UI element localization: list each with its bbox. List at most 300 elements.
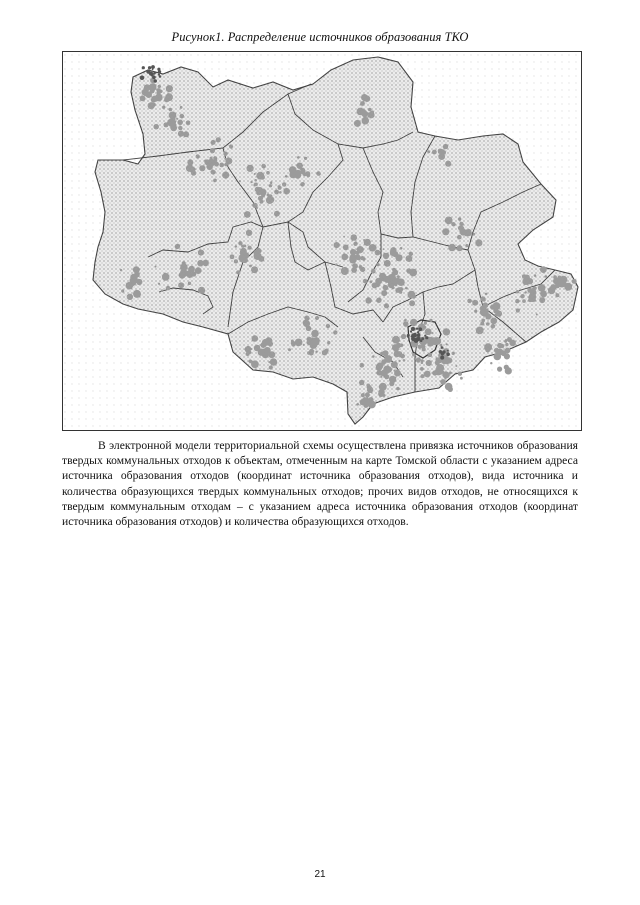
waste-source-mark: [378, 391, 384, 397]
waste-source-mark: [397, 287, 403, 293]
waste-source-mark: [304, 157, 307, 160]
waste-source-mark: [421, 361, 424, 364]
waste-source-mark: [176, 118, 178, 120]
waste-source-mark: [381, 290, 387, 296]
waste-source-mark: [490, 318, 497, 325]
waste-source-mark: [458, 372, 462, 376]
waste-source-mark: [368, 108, 371, 111]
waste-source-mark: [153, 124, 159, 130]
waste-source-mark: [460, 377, 463, 380]
settlement-mark: [446, 352, 450, 356]
waste-source-mark: [131, 279, 137, 285]
waste-source-mark: [539, 297, 545, 303]
waste-source-mark: [255, 248, 261, 254]
waste-source-mark: [398, 360, 400, 362]
waste-source-mark: [195, 267, 202, 274]
waste-source-mark: [166, 85, 173, 92]
waste-source-mark: [268, 194, 273, 199]
waste-source-mark: [181, 273, 185, 277]
waste-source-mark: [412, 295, 416, 299]
waste-source-mark: [354, 120, 361, 127]
settlement-mark: [441, 346, 443, 348]
waste-source-mark: [458, 217, 461, 220]
waste-source-mark: [381, 376, 383, 378]
waste-source-mark: [291, 340, 294, 343]
waste-source-mark: [545, 275, 548, 278]
waste-source-mark: [396, 387, 399, 390]
waste-source-mark: [161, 289, 164, 292]
waste-source-mark: [187, 272, 193, 278]
waste-source-mark: [420, 367, 424, 371]
waste-source-mark: [247, 165, 254, 172]
waste-source-mark: [452, 352, 455, 355]
waste-source-mark: [335, 263, 338, 266]
waste-source-mark: [288, 348, 291, 351]
waste-source-mark: [392, 251, 398, 257]
waste-source-mark: [246, 230, 252, 236]
waste-source-mark: [301, 165, 303, 167]
waste-source-mark: [424, 371, 431, 378]
waste-source-mark: [282, 182, 286, 186]
waste-source-mark: [169, 108, 173, 112]
waste-source-mark: [127, 294, 133, 300]
waste-source-mark: [341, 267, 349, 275]
figure-caption: Рисунок1. Распределение источников образования ТКО: [171, 30, 469, 44]
waste-source-mark: [241, 251, 245, 255]
waste-source-mark: [520, 294, 524, 298]
waste-source-mark: [431, 332, 433, 334]
waste-source-mark: [406, 255, 413, 262]
waste-source-mark: [359, 265, 363, 269]
waste-source-mark: [182, 261, 186, 265]
waste-source-mark: [307, 175, 310, 178]
waste-source-mark: [213, 158, 217, 162]
waste-source-mark: [356, 403, 359, 406]
waste-source-mark: [484, 313, 487, 316]
waste-source-mark: [177, 120, 183, 126]
waste-source-mark: [163, 122, 168, 127]
waste-source-mark: [465, 244, 468, 247]
waste-source-mark: [214, 171, 216, 173]
waste-source-mark: [283, 188, 290, 195]
waste-source-mark: [416, 357, 421, 362]
waste-source-mark: [200, 289, 205, 294]
map-canvas: [63, 52, 582, 431]
waste-source-mark: [384, 262, 386, 264]
settlement-mark: [439, 350, 443, 354]
waste-source-mark: [343, 245, 349, 251]
waste-source-mark: [157, 91, 161, 95]
waste-source-mark: [555, 293, 559, 297]
waste-source-mark: [497, 343, 502, 348]
waste-source-mark: [553, 275, 557, 279]
settlement-mark: [158, 74, 160, 76]
waste-source-mark: [427, 150, 430, 153]
waste-source-mark: [166, 286, 171, 291]
settlement-mark: [410, 330, 412, 332]
waste-source-mark: [383, 285, 389, 291]
waste-source-mark: [178, 282, 184, 288]
settlement-mark: [140, 76, 145, 81]
waste-source-mark: [239, 180, 241, 182]
waste-source-mark: [196, 154, 200, 158]
settlement-mark: [153, 72, 156, 75]
waste-source-mark: [133, 266, 140, 273]
waste-source-mark: [188, 266, 195, 273]
waste-source-mark: [311, 339, 319, 347]
waste-source-mark: [389, 376, 396, 383]
waste-source-mark: [498, 313, 502, 317]
waste-source-mark: [359, 363, 364, 368]
waste-source-mark: [187, 159, 193, 165]
waste-source-mark: [199, 165, 205, 171]
waste-source-mark: [367, 385, 372, 390]
waste-source-mark: [443, 144, 448, 149]
waste-source-mark: [229, 144, 233, 148]
waste-source-mark: [162, 106, 165, 109]
waste-source-mark: [170, 120, 176, 126]
waste-source-mark: [404, 319, 407, 322]
waste-source-mark: [446, 343, 448, 345]
waste-source-mark: [242, 257, 248, 263]
waste-source-mark: [219, 163, 224, 168]
waste-source-mark: [292, 170, 297, 175]
waste-source-mark: [435, 360, 440, 365]
waste-source-mark: [343, 236, 345, 238]
waste-source-mark: [260, 175, 265, 180]
waste-source-mark: [409, 300, 415, 306]
waste-source-mark: [155, 266, 157, 268]
waste-source-mark: [149, 83, 157, 91]
waste-source-mark: [178, 126, 182, 130]
waste-source-mark: [150, 91, 152, 93]
waste-source-mark: [428, 353, 432, 357]
waste-source-mark: [230, 254, 235, 259]
waste-source-mark: [180, 114, 185, 119]
waste-source-mark: [255, 187, 261, 193]
waste-source-mark: [445, 217, 453, 225]
waste-source-mark: [372, 355, 375, 358]
waste-source-mark: [251, 360, 259, 368]
waste-source-mark: [362, 397, 369, 404]
waste-source-mark: [440, 344, 443, 347]
waste-source-mark: [362, 258, 364, 260]
waste-source-mark: [504, 365, 509, 370]
body-paragraph: В электронной модели территориальной схемы осуществлена привязка источников образования твердых коммунальных отходов к объектам, отмеченным на карте Томской области с указанием адреса источника образования отходов (координат источника образования отходов), вида источника и количества образующихся твердых коммунальных отходов; прочих видов отходов, не относящихся к твердым коммунальным отходам – с указанием адреса источника образования отходов (координат источника образования отходов) и количества образующихся отходов.: [62, 439, 578, 529]
waste-source-mark: [426, 360, 432, 366]
waste-source-mark: [440, 379, 446, 385]
waste-source-mark: [483, 299, 486, 302]
waste-source-mark: [459, 228, 465, 234]
waste-source-mark: [352, 263, 358, 269]
settlement-mark: [417, 333, 421, 337]
waste-source-mark: [428, 343, 431, 346]
waste-source-mark: [162, 273, 170, 281]
waste-source-mark: [381, 359, 386, 364]
waste-source-mark: [536, 314, 538, 316]
waste-source-mark: [236, 270, 240, 274]
waste-source-mark: [494, 314, 497, 317]
waste-source-mark: [315, 316, 319, 320]
waste-source-mark: [410, 319, 417, 326]
waste-source-mark: [493, 302, 501, 310]
waste-source-mark: [542, 290, 546, 294]
waste-source-mark: [525, 291, 527, 293]
waste-source-mark: [254, 183, 258, 187]
waste-source-mark: [254, 345, 261, 352]
waste-source-mark: [274, 211, 280, 217]
waste-source-mark: [431, 337, 437, 343]
waste-source-mark: [384, 374, 389, 379]
settlement-mark: [447, 350, 449, 352]
waste-source-mark: [455, 365, 457, 367]
waste-source-mark: [532, 287, 536, 291]
waste-source-mark: [311, 330, 319, 338]
waste-source-mark: [505, 348, 511, 354]
waste-source-mark: [235, 245, 237, 247]
waste-source-mark: [491, 324, 496, 329]
settlement-mark: [412, 333, 417, 338]
waste-source-mark: [365, 297, 371, 303]
waste-source-mark: [306, 326, 312, 332]
waste-source-mark: [351, 234, 358, 241]
waste-source-mark: [334, 242, 340, 248]
waste-source-mark: [394, 351, 401, 358]
waste-source-mark: [494, 353, 502, 361]
waste-source-mark: [370, 110, 374, 114]
waste-source-mark: [533, 299, 536, 302]
waste-source-mark: [383, 253, 389, 259]
waste-source-mark: [497, 367, 502, 372]
waste-source-mark: [183, 131, 189, 137]
waste-source-mark: [191, 170, 196, 175]
waste-source-mark: [490, 362, 492, 364]
waste-source-mark: [432, 150, 437, 155]
waste-source-mark: [261, 164, 266, 169]
waste-source-mark: [223, 152, 227, 156]
waste-source-mark: [467, 299, 472, 304]
waste-source-mark: [383, 248, 385, 250]
waste-source-mark: [262, 339, 269, 346]
waste-source-mark: [516, 308, 520, 312]
waste-source-mark: [198, 250, 204, 256]
waste-source-mark: [315, 351, 317, 353]
waste-source-mark: [522, 299, 526, 303]
waste-source-mark: [361, 393, 365, 397]
waste-source-mark: [370, 280, 373, 283]
waste-source-mark: [148, 102, 155, 109]
waste-source-mark: [188, 282, 191, 285]
waste-source-mark: [572, 279, 577, 284]
settlement-mark: [414, 338, 419, 343]
waste-source-mark: [270, 181, 273, 184]
waste-source-mark: [261, 193, 265, 197]
waste-source-mark: [277, 185, 280, 188]
waste-source-mark: [360, 101, 365, 106]
settlement-mark: [416, 328, 418, 330]
settlement-mark: [411, 336, 413, 338]
waste-source-mark: [504, 353, 510, 359]
waste-source-mark: [376, 364, 383, 371]
waste-source-mark: [363, 279, 368, 284]
page-number: 21: [314, 869, 326, 880]
settlement-mark: [158, 70, 161, 73]
waste-source-mark: [224, 158, 226, 160]
waste-source-mark: [285, 175, 288, 178]
waste-source-mark: [362, 117, 370, 125]
waste-source-mark: [481, 319, 485, 323]
waste-source-mark: [254, 179, 257, 182]
waste-source-mark: [445, 383, 453, 391]
waste-source-mark: [401, 334, 406, 339]
waste-source-mark: [166, 98, 169, 101]
waste-source-mark: [316, 171, 321, 176]
waste-source-mark: [391, 361, 398, 368]
settlement-mark: [417, 331, 419, 333]
waste-source-mark: [443, 328, 450, 335]
waste-source-mark: [258, 352, 260, 354]
waste-source-mark: [456, 245, 462, 251]
settlement-mark: [421, 337, 424, 340]
waste-source-mark: [485, 347, 490, 352]
waste-source-mark: [421, 374, 425, 378]
waste-source-mark: [213, 179, 217, 183]
waste-source-mark: [377, 263, 380, 266]
waste-source-mark: [364, 95, 371, 102]
waste-source-mark: [169, 112, 177, 120]
waste-source-mark: [475, 239, 482, 246]
waste-source-mark: [303, 320, 309, 326]
waste-source-mark: [438, 370, 443, 375]
waste-source-mark: [442, 372, 449, 379]
waste-source-mark: [383, 366, 391, 374]
waste-source-mark: [377, 251, 380, 254]
waste-source-mark: [384, 303, 389, 308]
waste-source-mark: [250, 181, 252, 183]
waste-source-mark: [279, 191, 282, 194]
waste-source-mark: [210, 157, 213, 160]
waste-source-mark: [509, 340, 516, 347]
waste-source-mark: [371, 269, 376, 274]
waste-source-mark: [353, 242, 357, 246]
waste-source-mark: [356, 255, 361, 260]
waste-source-mark: [266, 171, 270, 175]
waste-source-mark: [412, 353, 415, 356]
waste-source-mark: [121, 289, 124, 292]
waste-source-mark: [250, 348, 252, 350]
waste-source-mark: [384, 276, 391, 283]
waste-source-mark: [403, 321, 409, 327]
waste-source-mark: [425, 328, 432, 335]
settlement-mark: [418, 327, 422, 331]
waste-source-mark: [197, 260, 204, 267]
settlement-mark: [440, 356, 444, 360]
waste-source-mark: [327, 341, 330, 344]
waste-source-mark: [216, 137, 221, 142]
waste-source-mark: [249, 265, 252, 268]
waste-source-mark: [364, 406, 366, 408]
settlement-mark: [152, 76, 156, 80]
waste-source-mark: [357, 246, 364, 253]
waste-source-mark: [359, 380, 364, 385]
waste-source-mark: [505, 339, 508, 342]
waste-source-mark: [158, 85, 161, 88]
waste-source-mark: [457, 235, 462, 240]
waste-source-mark: [295, 339, 303, 347]
waste-source-mark: [531, 292, 533, 294]
tomsk-region-map: [62, 51, 582, 431]
waste-source-mark: [400, 247, 403, 250]
waste-source-mark: [540, 266, 547, 273]
waste-source-mark: [301, 170, 306, 175]
waste-source-mark: [269, 365, 273, 369]
waste-source-mark: [351, 250, 355, 254]
waste-source-mark: [494, 348, 499, 353]
waste-source-mark: [322, 350, 328, 356]
waste-source-mark: [392, 268, 396, 272]
waste-source-mark: [144, 93, 148, 97]
waste-source-mark: [268, 361, 270, 363]
waste-source-mark: [442, 228, 449, 235]
settlement-mark: [425, 336, 428, 339]
waste-source-mark: [251, 266, 258, 273]
waste-source-mark: [534, 274, 537, 277]
waste-source-mark: [234, 259, 238, 263]
waste-source-mark: [362, 111, 369, 118]
waste-source-mark: [272, 360, 277, 365]
settlement-mark: [407, 334, 410, 337]
waste-source-mark: [429, 319, 432, 322]
waste-source-mark: [252, 335, 259, 342]
waste-source-mark: [365, 392, 370, 397]
waste-source-mark: [516, 290, 519, 293]
waste-source-mark: [445, 161, 451, 167]
waste-source-mark: [363, 239, 365, 241]
waste-source-mark: [515, 299, 519, 303]
waste-source-mark: [393, 370, 395, 372]
waste-source-mark: [522, 278, 529, 285]
waste-source-mark: [204, 159, 210, 165]
waste-source-mark: [224, 163, 228, 167]
settlement-mark: [154, 79, 157, 82]
waste-source-mark: [474, 310, 477, 313]
waste-source-mark: [158, 283, 160, 285]
waste-source-mark: [486, 322, 490, 326]
waste-source-mark: [424, 322, 427, 325]
waste-source-mark: [248, 246, 252, 250]
waste-source-mark: [222, 172, 229, 179]
waste-source-mark: [210, 148, 215, 153]
waste-source-mark: [326, 324, 330, 328]
waste-source-mark: [133, 290, 141, 298]
waste-source-mark: [397, 278, 400, 281]
waste-source-mark: [140, 96, 146, 102]
waste-source-mark: [244, 211, 251, 218]
settlement-mark: [411, 327, 415, 331]
waste-source-mark: [397, 275, 400, 278]
waste-source-mark: [186, 120, 191, 125]
waste-source-mark: [269, 184, 272, 187]
waste-source-mark: [438, 149, 444, 155]
waste-source-mark: [472, 300, 478, 306]
waste-source-mark: [120, 269, 122, 271]
waste-source-mark: [297, 156, 300, 159]
waste-source-mark: [241, 245, 244, 248]
waste-source-mark: [300, 182, 305, 187]
waste-source-mark: [409, 269, 417, 277]
waste-source-mark: [376, 298, 381, 303]
waste-source-mark: [341, 254, 348, 261]
